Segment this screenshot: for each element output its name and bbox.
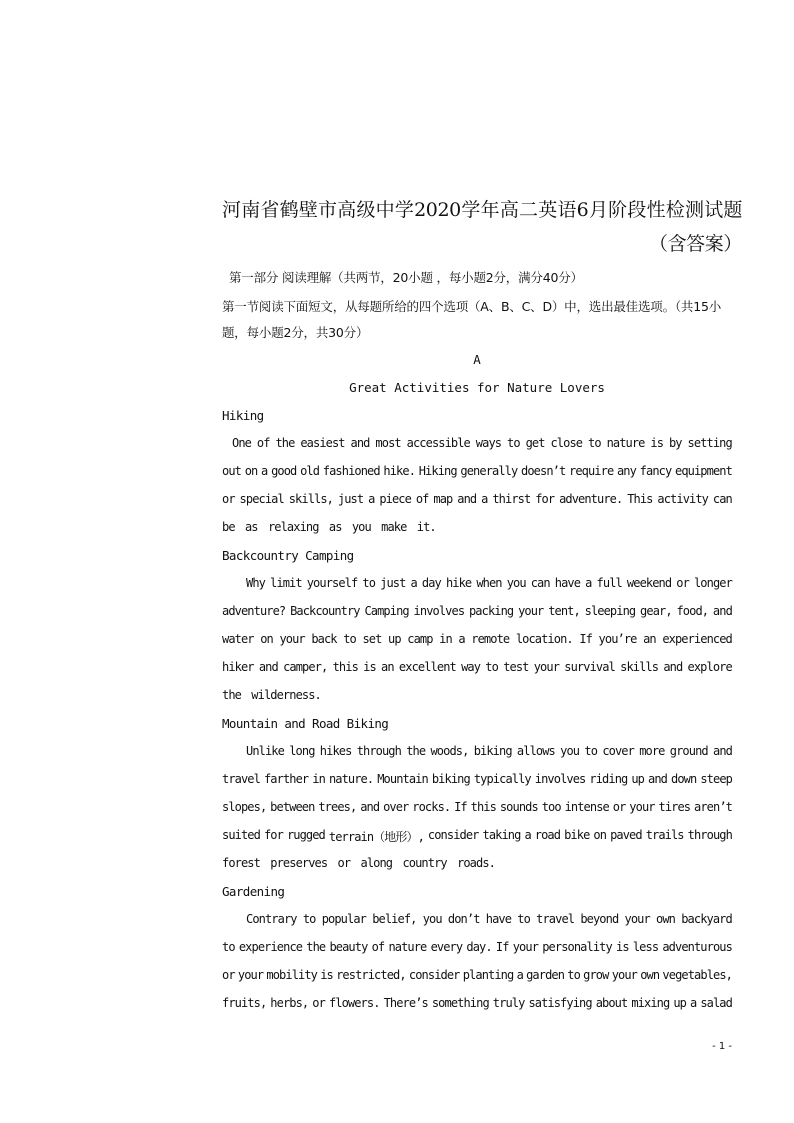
page-number: - 1 - [712,1041,732,1052]
section-heading-gardening: Gardening [222,884,285,899]
paragraph-line: fruits, herbs, or flowers. There’s something truly satisfying about mixing up a salad [222,996,732,1010]
part-one-instructions: 第一部分 阅读理解（共两节，20小题 ，每小题2分，满分40分） [229,270,583,285]
paragraph-line: Contrary to popular belief, you don’t have to travel beyond your own backyard [246,912,732,926]
paragraph-line: Why limit yourself to just a day hike when you can have a full weekend or longer [246,576,732,590]
paragraph-line: or special skills, just a piece of map and a thirst for adventure. This activity can [222,492,732,506]
paragraph-line: out on a good old fashioned hike. Hiking generally doesn’t require any fancy equipment [222,464,732,478]
section-heading-hiking: Hiking [222,408,264,423]
paragraph-line: slopes, between trees, and over rocks. If this sounds too intense or your tires aren’t [222,800,732,814]
passage-letter: A [473,352,481,367]
paragraph-line: adventure? Backcountry Camping involves packing your tent, sleeping gear, food, and [222,604,732,618]
paragraph-line: to experience the beauty of nature every day. If your personality is less adventurous [222,940,732,954]
passage-title: Great Activities for Nature Lovers [349,380,605,395]
paragraph-line: One of the easiest and most accessible ways to get close to nature is by setting [232,436,732,450]
section-one-instructions-line-2: 题，每小题2分，共30分） [222,325,369,340]
paragraph-line: be as relaxing as you make it. [222,520,436,534]
paragraph-line: the wilderness. [222,688,321,702]
paragraph-line: travel farther in nature. Mountain biking typically involves riding up and down steep [222,772,732,786]
paragraph-line: suited for rugged terrain（地形）, consider taking a road bike on paved trails through [222,828,732,844]
paragraph-line: or your mobility is restricted, consider planting a garden to grow your own vegetables, [222,968,732,982]
paragraph-line: forest preserves or along country roads. [222,856,495,870]
section-one-instructions-line-1: 第一节阅读下面短文，从每题所给的四个选项（A、B、C、D）中，选出最佳选项。（共15小 [222,299,722,314]
document-title: 河南省鹤壁市高级中学2020学年高二英语6月阶段性检测试题（含答案） [222,199,742,255]
section-heading-backcountry-camping: Backcountry Camping [222,548,354,563]
section-heading-mountain-road-biking: Mountain and Road Biking [222,716,389,731]
paragraph-line: hiker and camper, this is an excellent way to test your survival skills and explore [222,660,732,674]
paragraph-line: water on your back to set up camp in a remote location. If you’re an experienced [222,632,732,646]
paragraph-line: Unlike long hikes through the woods, biking allows you to cover more ground and [246,744,732,758]
